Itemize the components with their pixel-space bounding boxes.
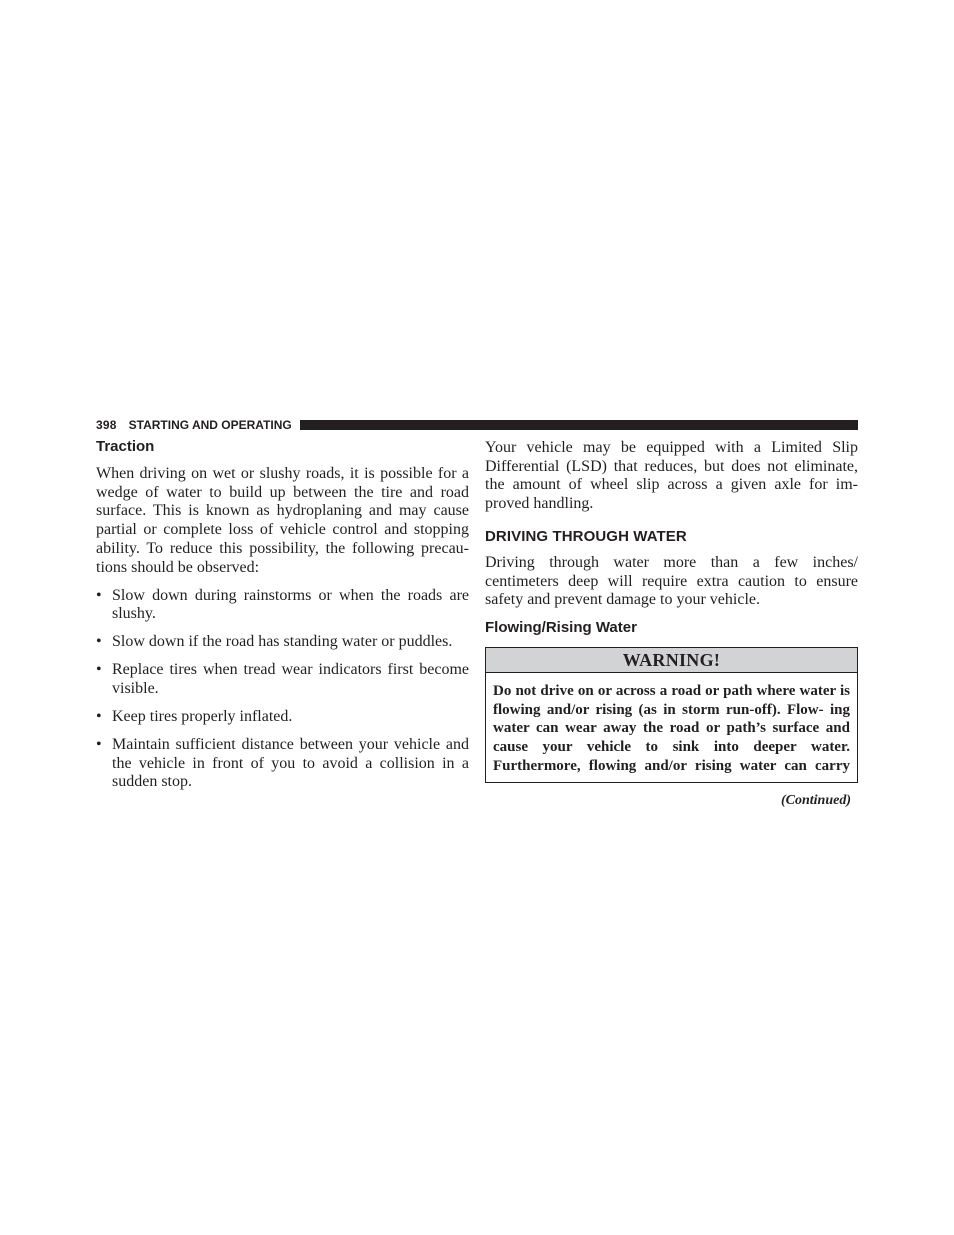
traction-bullet-list [96, 587, 469, 793]
list-item: • Slow down during rainstorms or when the roads are slushy. [96, 586, 469, 623]
bullet-icon: • [96, 586, 102, 604]
bullet-icon: • [96, 707, 102, 725]
warning-text: Do not drive on or across a road or path where water is flowing and/or rising (as in storm run-off). Flow- ing water can wear away the road or path’s surface and cause your vehicle to sink into deeper water. Furthermore, flowing and/or rising water can carry [493, 682, 850, 774]
driving-through-water-heading: DRIVING THROUGH WATER [485, 527, 687, 545]
page-header [96, 417, 858, 432]
bullet-icon: • [96, 735, 102, 753]
list-item: • Replace tires when tread wear indicators first become visible. [96, 661, 469, 697]
section-title: STARTING AND OPERATING [128, 417, 292, 432]
list-item: • Keep tires properly inflated. [96, 707, 293, 725]
traction-intro: When driving on wet or slushy roads, it is possible for a wedge of water to build up between the tire and road surface. This is known as hydroplaning and may cause partial or complete loss of vehicle control and stopping ability. To reduce this possibility, the following precau- tions should be observed: [96, 465, 469, 576]
warning-box [485, 647, 858, 784]
page-number: 398 [96, 417, 117, 432]
left-column [96, 437, 469, 792]
continued-label: (Continued) [780, 793, 851, 809]
lsd-paragraph: Your vehicle may be equipped with a Limited Slip Differential (LSD) that reduces, but does not eliminate, the amount of wheel slip across a given axle for im- proved handling. [485, 439, 858, 513]
list-item: • Slow down if the road has standing water or puddles. [96, 633, 453, 651]
flowing-rising-water-heading: Flowing/Rising Water [485, 618, 637, 636]
list-item: • Maintain sufficient distance between your vehicle and the vehicle in front of you to avoid a collision in a sudden stop. [96, 735, 469, 791]
warning-title: WARNING! [486, 648, 857, 673]
traction-heading: Traction [96, 438, 155, 455]
header-rule [300, 420, 858, 430]
bullet-icon: • [96, 661, 102, 679]
driving-through-water-intro: Driving through water more than a few inches/ centimeters deep will require extra caution to ensure safety and prevent damage to your vehicle. [485, 553, 858, 609]
bullet-icon: • [96, 633, 102, 651]
right-column [485, 437, 858, 809]
